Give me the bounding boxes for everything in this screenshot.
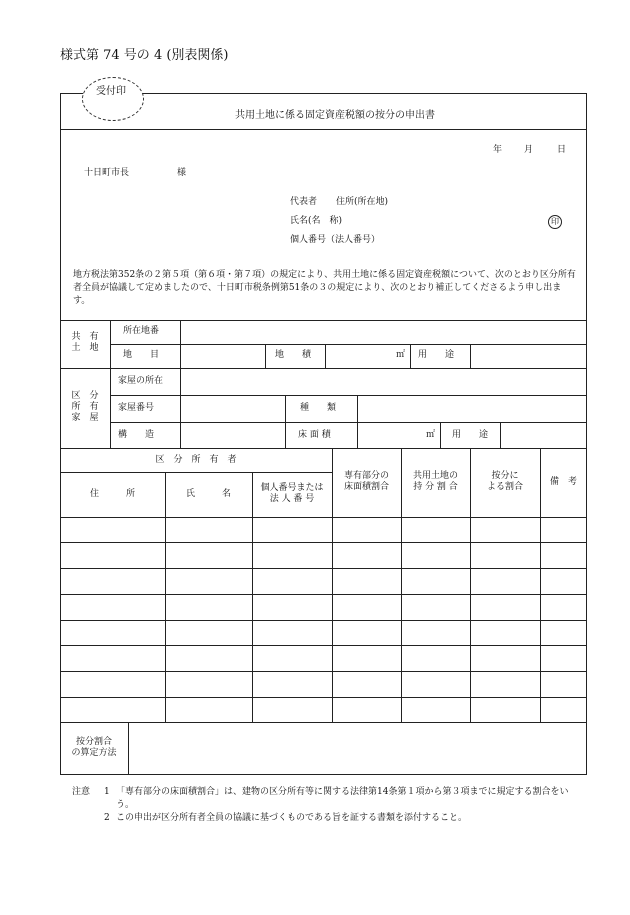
note-1-number: 1 [104,787,110,797]
owners-group-header: 区 分 所 有 者 [155,455,237,465]
addressee-honorific: 様 [177,168,187,178]
date-month: 月 [524,145,534,155]
personal-number-label: 個人番号（法人番号） [290,235,381,245]
house-type-label: 種 類 [300,403,337,413]
land-category-label: 地 目 [123,350,160,360]
form-number: 様式第 74 号の 4 (別表関係) [60,48,229,63]
note-2-number: 2 [104,813,110,823]
land-location-label: 所在地番 [123,326,160,336]
notes-label: 注意 [72,787,91,797]
col-land-share-header: 共用土地の 持 分 割 合 [412,471,458,492]
land-area-unit: ㎡ [396,350,406,360]
representative-label: 代表者 [290,197,318,207]
col-number-header: 個人番号または 法 人 番 号 [260,483,324,504]
land-use-label: 用 途 [418,350,455,360]
land-section-label: 共 有 土 地 [71,332,99,353]
house-floor-area-unit: ㎡ [426,430,436,440]
house-floor-area-label: 床 面 積 [298,430,331,440]
date-day: 日 [557,145,567,155]
note-1-text: 「専有部分の床面積割合」は、建物の区分所有等に関する法律第14条第１項から第３項までに規定する割合をいう。 [116,787,569,810]
house-use-label: 用 途 [452,430,489,440]
name-label: 氏名(名 称) [290,216,343,226]
col-exclusive-ratio-header: 専有部分の 床面積割合 [343,471,389,492]
house-structure-label: 構 造 [118,430,155,440]
request-statement: 地方税法第352条の２第５項（第６項・第７項）の規定により、共用土地に係る固定資産税額について、次のとおり区分所有者全員が協議して定めましたので、十日町市税条例第51条の３の規定により、次のとおり補正してくださるよう申し出ます。 [73,270,576,306]
col-remarks-header: 備 考 [549,477,577,487]
reception-stamp-label: 受付印 [96,86,126,97]
house-number-label: 家屋番号 [118,403,155,413]
date-year: 年 [493,145,503,155]
method-label: 按分割合 の算定方法 [71,737,117,758]
document-title: 共用土地に係る固定資産税額の按分の申出書 [235,110,435,121]
seal-mark: 印 [548,215,562,229]
land-area-label: 地 積 [275,350,312,360]
house-location-label: 家屋の所在 [118,376,164,386]
col-split-ratio-header: 按分に よる割合 [486,471,523,492]
address-label: 住所(所在地) [336,197,389,207]
addressee: 十日町市長 [84,168,130,178]
house-section-label: 区 分 所 有 家 屋 [71,391,99,423]
note-2-text: この申出が区分所有者全員の協議に基づくものである旨を証する書類を添付すること。 [116,813,468,823]
col-address-header: 住 所 [89,489,135,499]
col-name-header: 氏 名 [185,489,231,499]
